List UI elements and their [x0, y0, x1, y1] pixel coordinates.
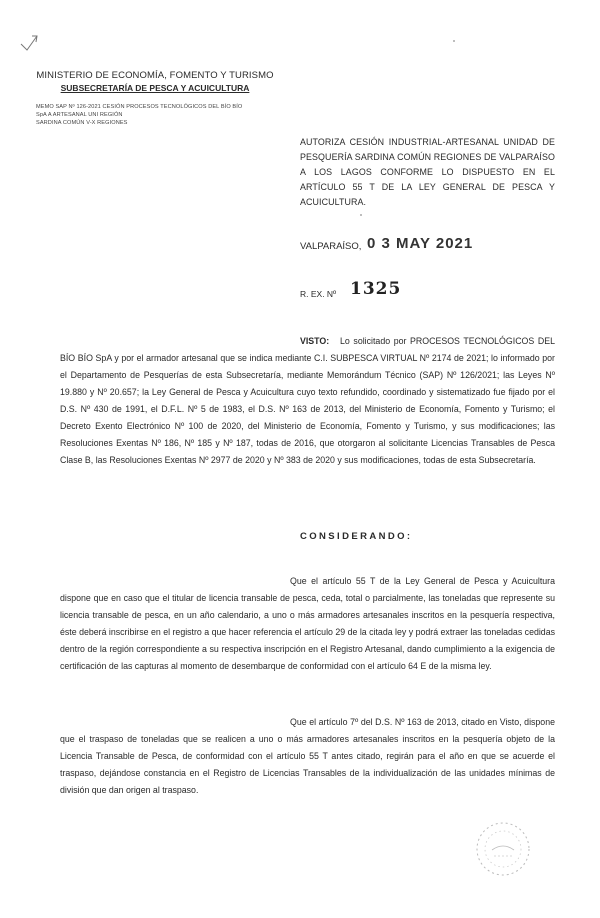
- date-place: VALPARAÍSO,: [300, 241, 362, 252]
- visto-text: Lo solicitado por PROCESOS TECNOLÓGICOS DEL BÍO BÍO SpA y por el armador artesanal que se indica mediante C.I. SUBPESCA VIRTUAL Nº 2174 de 2021; lo informado por el Departamento de Pesquerías de esta Subsecretaría, mediante Memorándum Técnico (SAP) Nº 126/2021; las Leyes Nº 19.880 y Nº 20.657; la Ley General de Pesca y Acuicultura cuyo texto refundido, coordinado y sistematizado fue fijado por el D.S. Nº 430 de 1991, el D.F.L. Nº 5 de 1983, el D.S. Nº 163 de 2013, del Ministerio de Economía, Fomento y Turismo; el Decreto Exento Electrónico Nº 100 de 2020, del Ministerio de Economía, Fomento y Turismo, y sus modificaciones; las Resoluciones Exentas Nº 186, Nº 185 y Nº 187, todas de 2016, que otorgaron al solicitante Licencias Transables de Pesca Clase B, las Resoluciones Exentas Nº 2977 de 2020 y Nº 383 de 2020 y sus modificaciones, todas de esta Subsecretaría.: [60, 336, 555, 465]
- memo-reference: [36, 103, 281, 127]
- memo-line: SARDINA COMÚN V-X REGIONES: [36, 120, 128, 126]
- visto-label: VISTO:: [300, 336, 330, 346]
- visto-paragraph: [60, 333, 555, 469]
- resolution-title: AUTORIZA CESIÓN INDUSTRIAL-ARTESANAL UNIDAD DE PESQUERÍA SARDINA COMÚN REGIONES DE VALPARAÍSO A LOS LAGOS CONFORME LO DISPUESTO EN EL ARTÍCULO 55 T DE LA LEY GENERAL DE PESCA Y ACUICULTURA.: [300, 137, 555, 207]
- memo-line: MEMO SAP Nº 126-2021 CESIÓN PROCESOS TECNOLÓGICOS DEL BÍO BÍO: [36, 104, 243, 110]
- subsecretaria-name: SUBSECRETARÍA DE PESCA Y ACUICULTURA: [60, 83, 250, 93]
- resolution-number: 1325: [350, 279, 402, 299]
- scan-speck: [453, 40, 455, 42]
- memo-line: SpA A ARTESANAL UNI REGIÓN: [36, 112, 123, 118]
- scan-speck: [360, 214, 362, 216]
- resolution-label: R. EX. Nº: [300, 289, 337, 299]
- considerando-heading: CONSIDERANDO:: [300, 531, 413, 542]
- considerando-paragraph-1: Que el artículo 55 T de la Ley General de Pesca y Acuicultura dispone que en caso que el titular de licencia transable de pesca, ceda, total o parcialmente, las toneladas que represente su licencia transable de pesca, en un año calendario, a uno o más armadores artesanales inscritos en la pesquería respectiva, éste deberá inscribirse en el registro a que hacer referencia el artículo 29 de la citada ley y podrá extraer las toneladas cedidas dentro de la región correspondiente a su respectiva inscripción en el Registro Artesanal, dando cumplimiento a la exigencia de certificación de las capturas al momento de desembarque de conformidad con el artículo 64 E de la misma ley.: [60, 576, 555, 671]
- official-seal-stamp: [474, 820, 532, 878]
- corner-check-mark: [18, 32, 40, 54]
- considerando-paragraph-2: Que el artículo 7º del D.S. Nº 163 de 2013, citado en Visto, dispone que el traspaso de toneladas que se realicen a uno o más armadores artesanales inscritos en la pesquería objeto de la Licencia Transable de Pesca, de conformidad con el artículo 55 T antes citado, regirán para el año en que se acuerde el traspaso, dejándose constancia en el Registro de Licencias Transables de la individualización de las unidades mínimas de división que dan origen al traspaso.: [60, 717, 555, 795]
- date-stamp: 0 3 MAY 2021: [367, 235, 474, 252]
- ministry-name: MINISTERIO DE ECONOMÍA, FOMENTO Y TURISMO: [36, 70, 274, 81]
- letterhead: [30, 70, 280, 93]
